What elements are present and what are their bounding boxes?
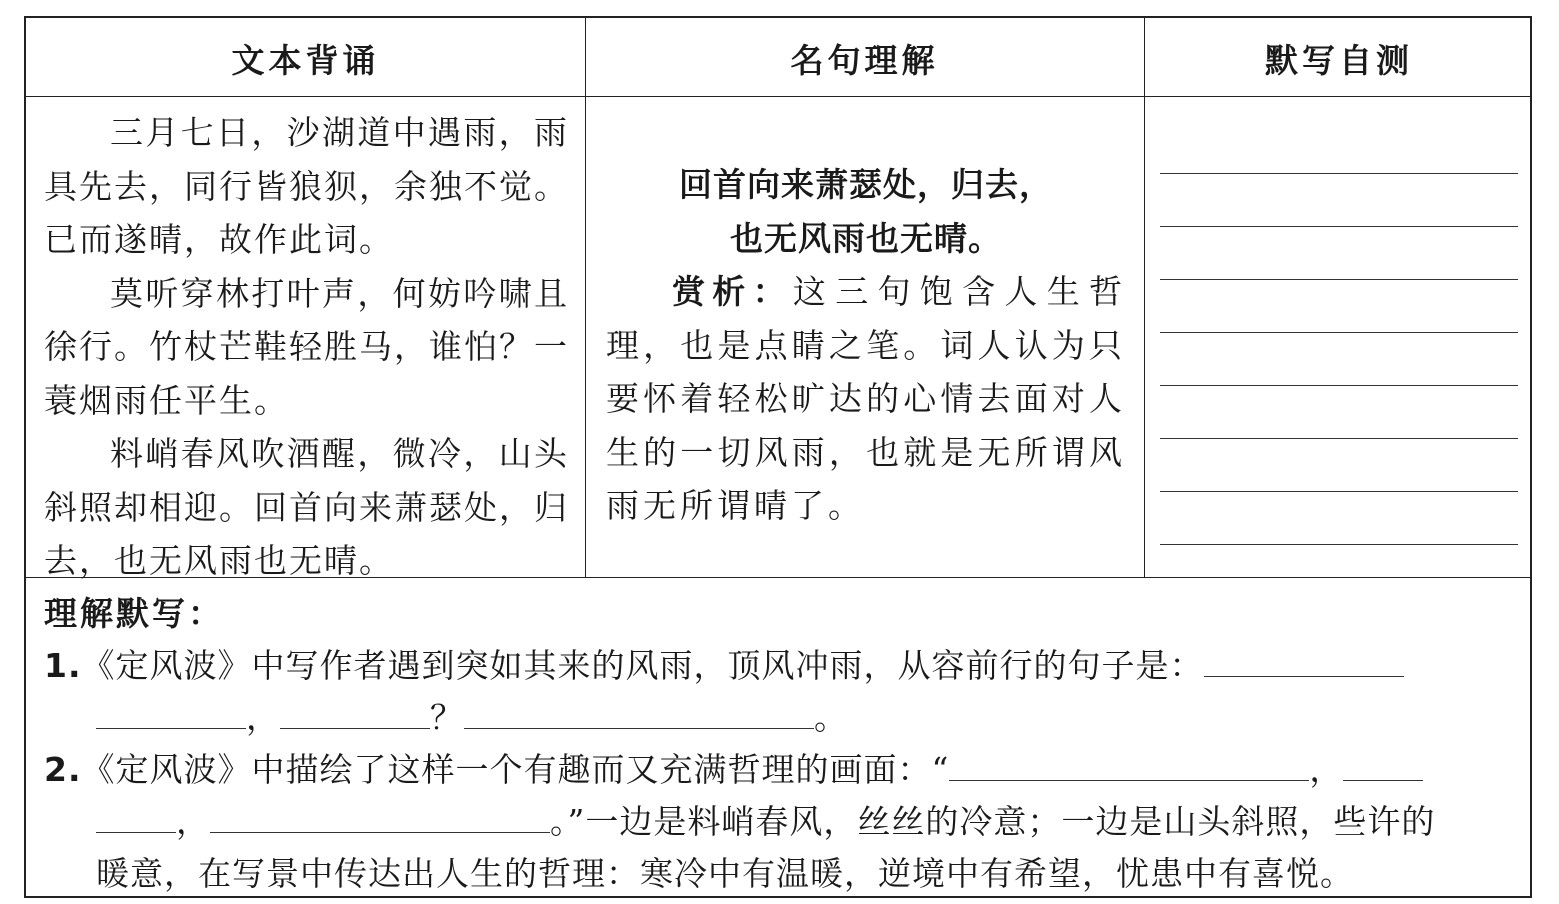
header-text-recitation: 文本背诵 <box>231 40 380 80</box>
answer-blank[interactable] <box>464 696 814 729</box>
punctuation: ， <box>176 802 210 841</box>
famous-line-1: 回首向来萧瑟处，归去， <box>679 165 1053 204</box>
question-1 <box>44 640 1522 692</box>
writing-line[interactable] <box>1160 438 1518 439</box>
analysis-label: 赏析： <box>672 272 793 311</box>
punctuation: ， <box>246 698 280 737</box>
question-2-continuation-text: 。”一边是料峭春风，丝丝的冷意；一边是山头斜照，些许的 <box>550 802 1436 841</box>
header-self-test: 默写自测 <box>1265 40 1413 80</box>
preface-paragraph: 三月七日，沙湖道中遇雨，雨具先去，同行皆狼狈，余独不觉。已而遂晴，故作此词。 <box>44 113 569 259</box>
question-2-number: 2. <box>44 750 82 789</box>
column-divider-1 <box>585 18 586 578</box>
writing-line[interactable] <box>1160 279 1518 280</box>
question-1-answers <box>44 692 1522 744</box>
punctuation: ， <box>1309 750 1344 789</box>
punctuation: 。 <box>814 698 848 737</box>
stanza-2: 料峭春风吹酒醒，微冷，山头斜照却相迎。回首向来萧瑟处，归去，也无风雨也无晴。 <box>44 434 569 580</box>
writing-line[interactable] <box>1160 226 1518 227</box>
analysis-text: 这三句饱含人生哲理，也是点睛之笔。词人认为只要怀着轻松旷达的心情去面对人生的一切风雨，也就是无所谓风雨无所谓晴了。 <box>606 272 1127 525</box>
answer-blank[interactable] <box>280 696 430 729</box>
stanza-1: 莫听穿林打叶声，何妨吟啸且徐行。竹杖芒鞋轻胜马，谁怕？一蓑烟雨任平生。 <box>44 273 569 420</box>
analysis-paragraph <box>606 265 1126 533</box>
writing-line[interactable] <box>1160 385 1518 386</box>
famous-line-section <box>606 158 1126 533</box>
column-divider-2 <box>1144 18 1145 578</box>
punctuation: ？ <box>430 698 464 737</box>
answer-blank[interactable] <box>210 800 550 833</box>
answer-blank[interactable] <box>949 748 1309 781</box>
writing-line[interactable] <box>1160 544 1518 545</box>
question-2-ending: 暖意，在写景中传达出人生的哲理：寒冷中有温暖，逆境中有希望，忧患中有喜悦。 <box>96 854 1354 893</box>
writing-line[interactable] <box>1160 491 1518 492</box>
question-1-text: 《定风波》中写作者遇到突如其来的风雨，顶风冲雨，从容前行的句子是： <box>81 646 1204 685</box>
dictation-section <box>44 588 1522 900</box>
question-2-text: 《定风波》中描绘了这样一个有趣而又充满哲理的画面：“ <box>81 750 950 789</box>
dictation-label: 理解默写： <box>44 594 224 633</box>
answer-blank[interactable] <box>1343 748 1423 781</box>
answer-blank[interactable] <box>96 800 176 833</box>
writing-line[interactable] <box>1160 173 1518 174</box>
question-2-continuation <box>44 796 1522 848</box>
recitation-text <box>44 106 569 588</box>
question-1-number: 1. <box>44 646 82 685</box>
header-famous-line: 名句理解 <box>790 40 939 80</box>
answer-blank[interactable] <box>96 696 246 729</box>
famous-line-2: 也无风雨也无晴。 <box>730 218 1002 258</box>
answer-blank[interactable] <box>1204 644 1404 677</box>
writing-line[interactable] <box>1160 332 1518 333</box>
worksheet-table <box>24 16 1532 898</box>
question-2 <box>44 744 1522 796</box>
